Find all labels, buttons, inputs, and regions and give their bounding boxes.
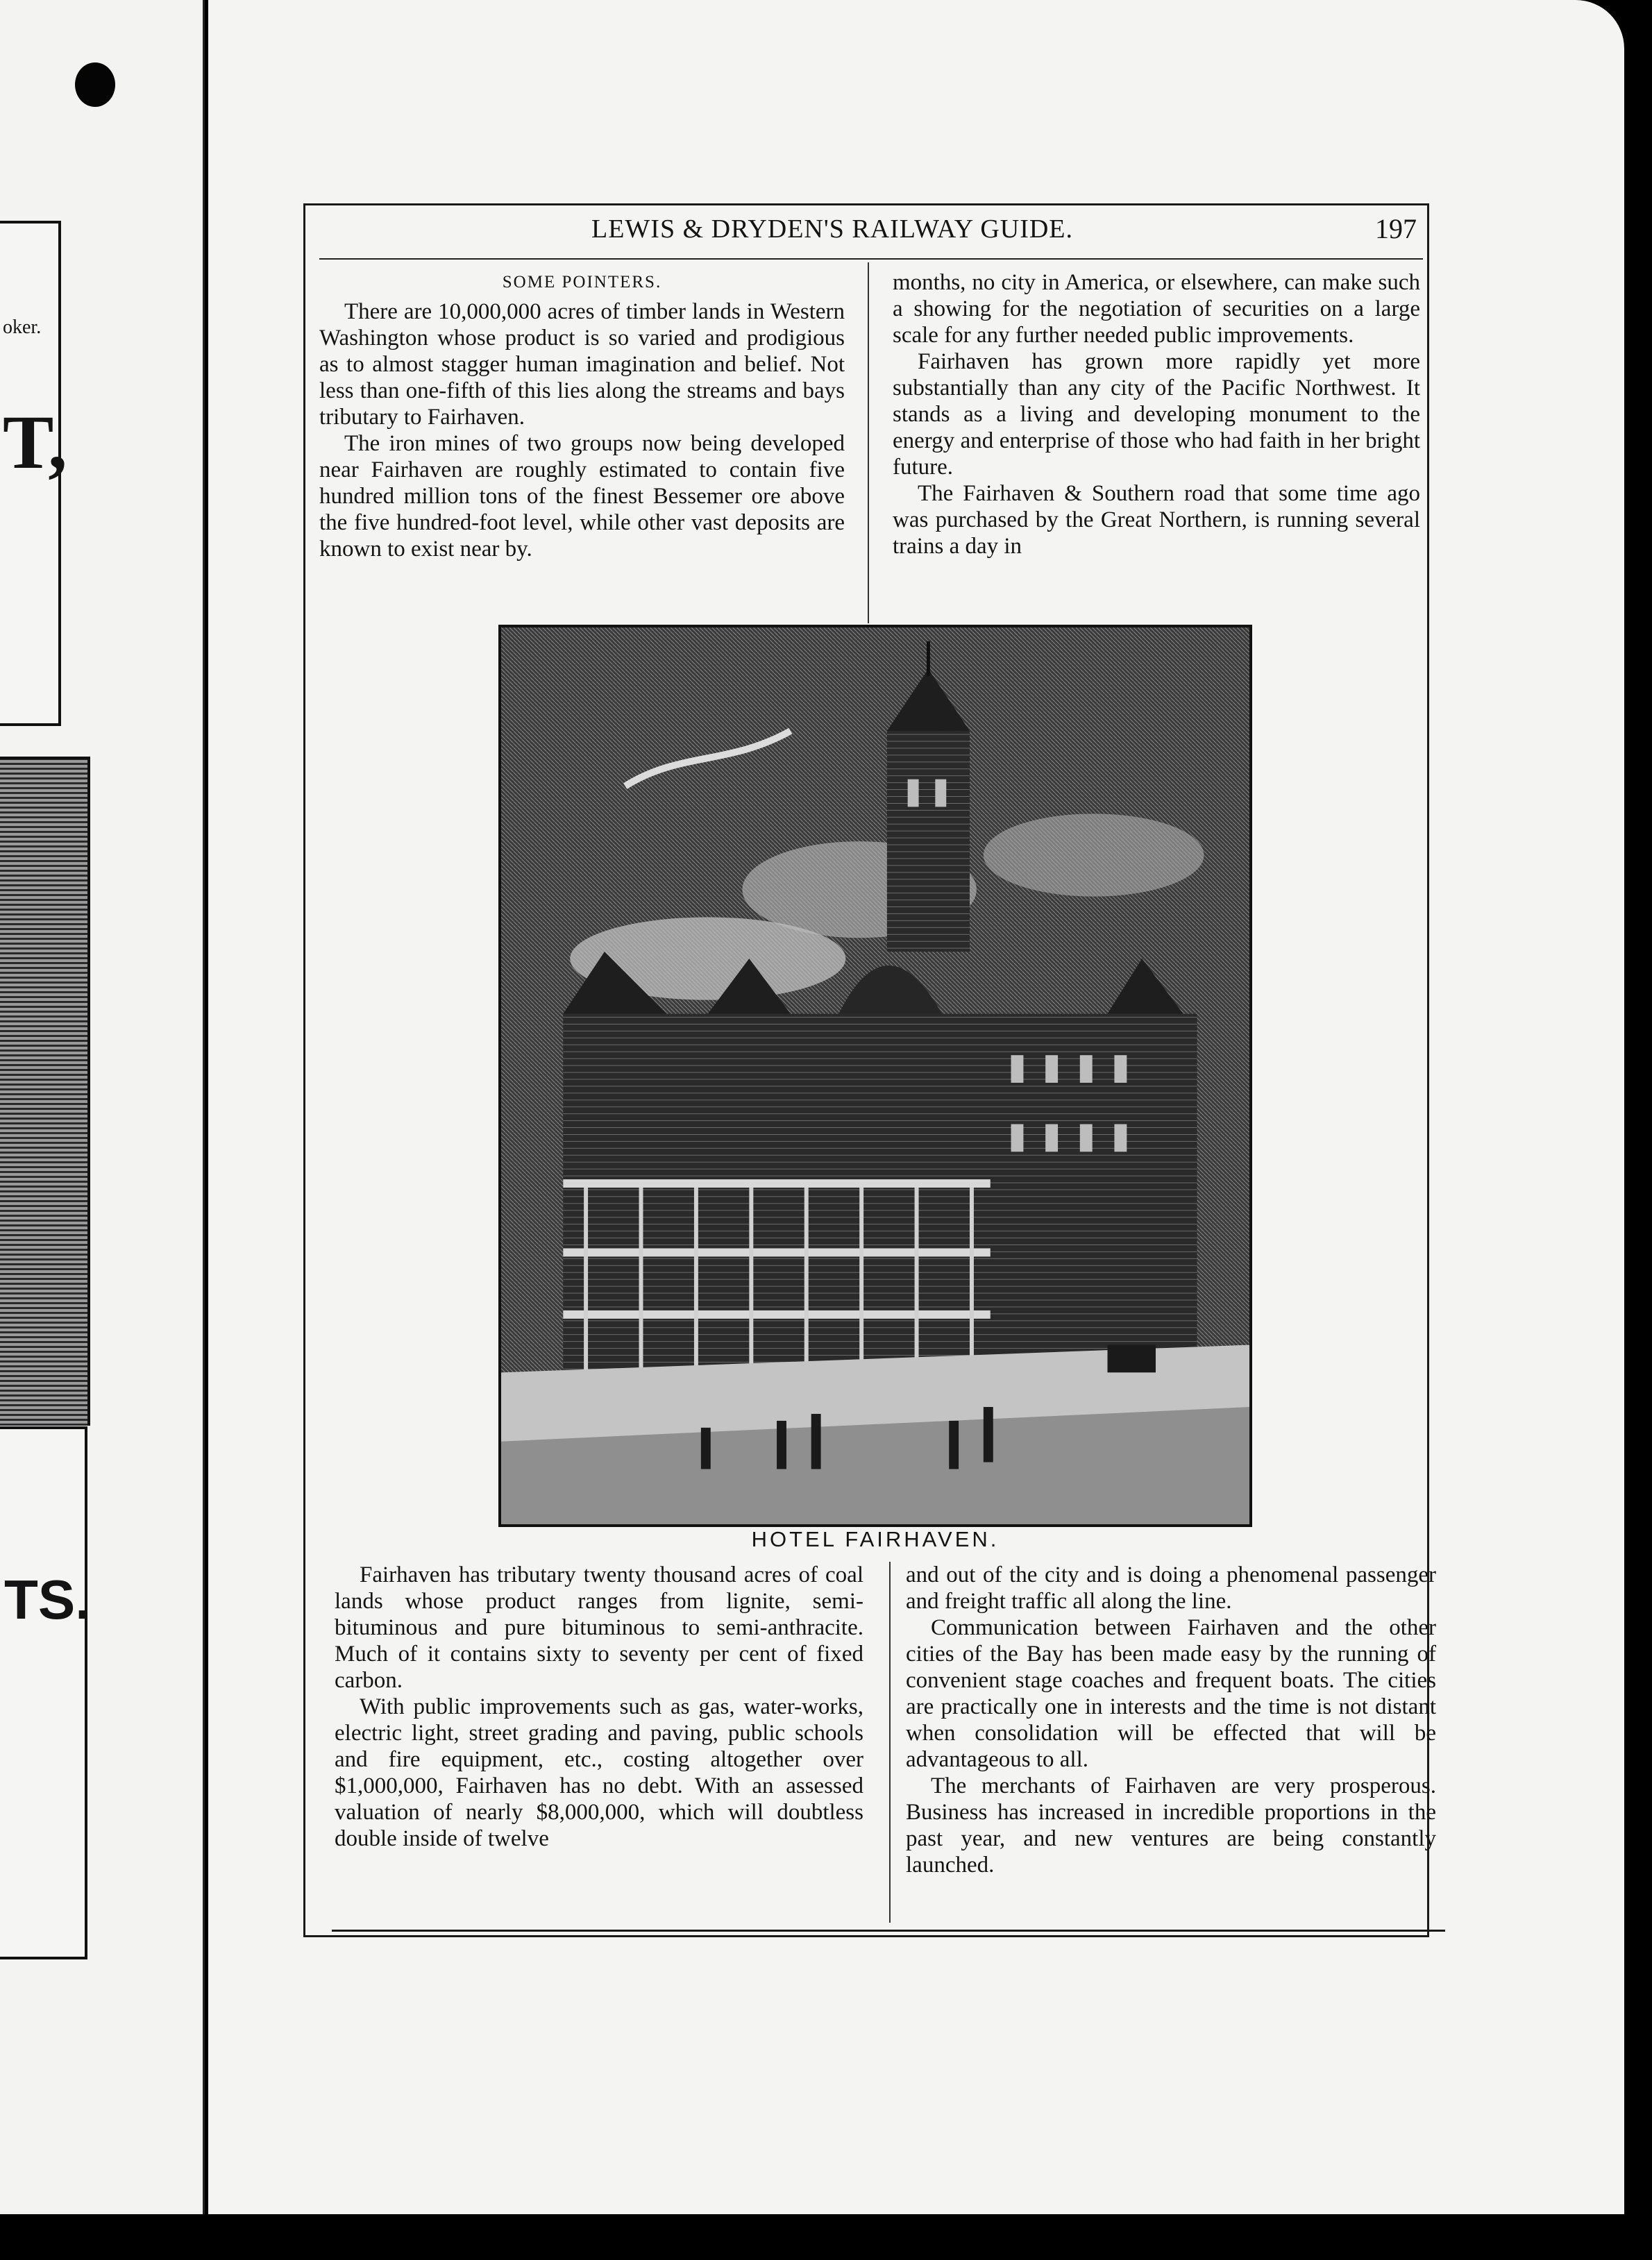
adjacent-page-fragment: TS. [4, 1569, 91, 1630]
illustration-caption: HOTEL FAIRHAVEN. [751, 1527, 1000, 1551]
paragraph: The merchants of Fairhaven are very prosperous. Business has increased in incredible proportions in the past year, and new ventures are being constantly launched. [906, 1773, 1436, 1878]
adjacent-page-panel [0, 1426, 91, 1959]
paragraph: and out of the city and is doing a phenomenal passenger and freight traffic all along the line. [906, 1562, 1436, 1614]
header-rule [319, 258, 1423, 260]
paragraph: The Fairhaven & Southern road that some time ago was purchased by the Great Northern, is running several trains a day in [893, 481, 1420, 559]
column-rule [889, 1562, 891, 1923]
hotel-fairhaven-engraving [498, 625, 1252, 1527]
paragraph: The iron mines of two groups now being developed near Fairhaven are roughly estimated to contain five hundred million tons of the finest Bessemer ore above the five hundred-foot level, while other vast deposits are known to exist near by. [319, 431, 845, 562]
adjacent-page-illustration [0, 757, 90, 1426]
article-column-top-left [319, 269, 845, 562]
paragraph: Fairhaven has grown more rapidly yet more substantially than any city of the Pacific Northwest. It stands as a living and developing monument to the energy and enterprise of those who had faith in her bright future. [893, 349, 1420, 480]
article-column-bottom-left [335, 1562, 863, 1852]
adjacent-page-panel [0, 221, 67, 726]
paragraph: months, no city in America, or elsewhere, can make such a showing for the negotiation of securities on a large scale for any further needed public improvements. [893, 270, 1420, 348]
section-heading: SOME POINTERS. [502, 273, 662, 292]
hotel-engraving-image [501, 627, 1249, 1524]
article-column-bottom-right [906, 1562, 1436, 1878]
page-number: 197 [1375, 213, 1417, 244]
paragraph: There are 10,000,000 acres of timber lands in Western Washington whose product is so varied and prodigious as to almost stagger human imagination and belief. Not less than one-fifth of this lies along the streams and bays tributary to Fairhaven. [319, 299, 845, 430]
adjacent-page-fragment: T, [3, 400, 67, 484]
paragraph: Fairhaven has tributary twenty thousand acres of coal lands whose product ranges from lignite, semi-bituminous and pure bituminous to semi-anthracite. Much of it contains sixty to seventy per cent of fixed carbon. [335, 1562, 863, 1693]
adjacent-page-fragment: oker. [3, 317, 42, 338]
column-rule [868, 262, 869, 623]
paragraph: Communication between Fairhaven and the other cities of the Bay has been made easy by the running of convenient stage coaches and frequent boats. The cities are practically one in interests and the time is not distant when consolidation will be effected that will be advantageous to all. [906, 1615, 1436, 1772]
running-title: LEWIS & DRYDEN'S RAILWAY GUIDE. [591, 214, 1074, 244]
running-head [317, 208, 1421, 257]
binding-hole [75, 62, 115, 107]
article-column-top-right [893, 269, 1420, 559]
paragraph: With public improvements such as gas, water-works, electric light, street grading and paving, public schools and fire equipment, etc., costing altogether over $1,000,000, Fairhaven has no debt. With an assessed valuation of nearly $8,000,000, which will doubtless double inside of twelve [335, 1694, 863, 1851]
adjacent-page [0, 0, 205, 2214]
frame-rule [332, 1930, 1445, 1932]
